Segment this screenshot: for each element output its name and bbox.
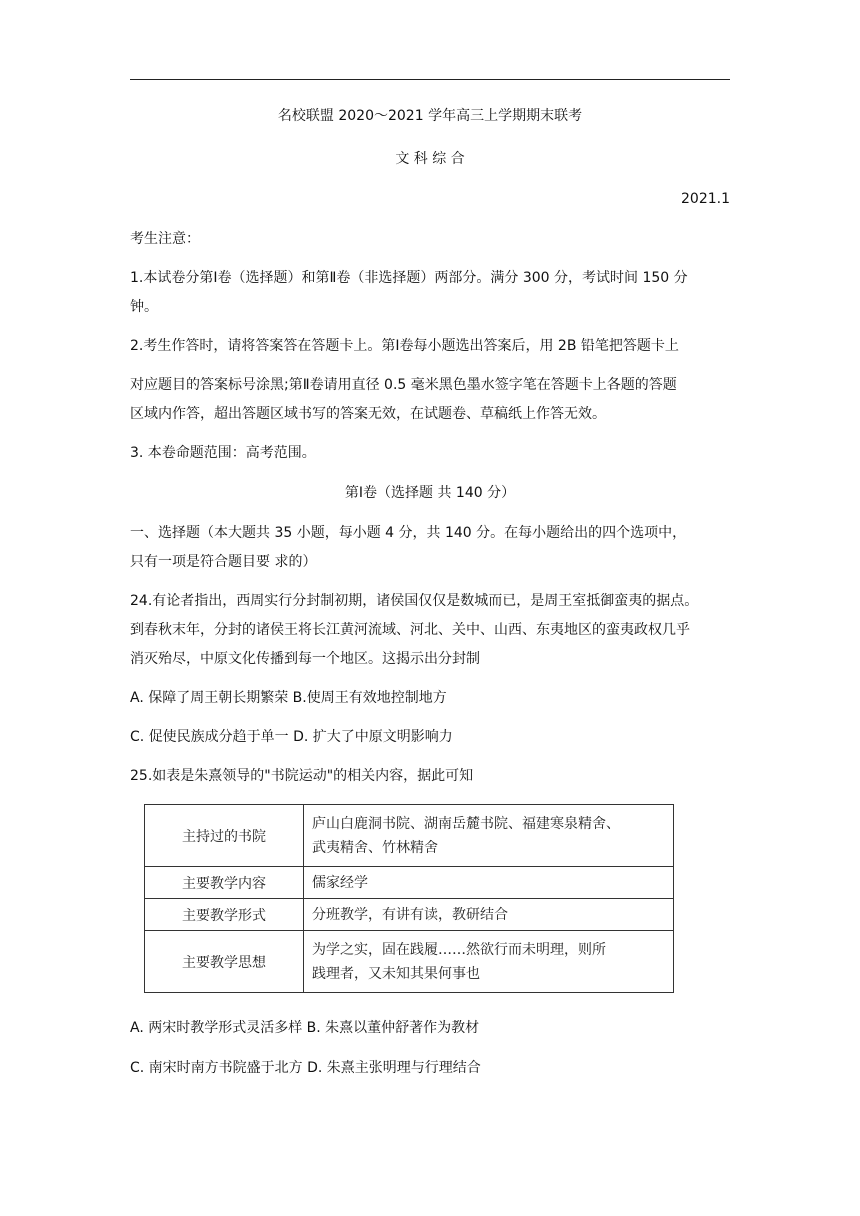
q24-options-line-2: C. 促使民族成分趋于单一 D. 扩大了中原文明影响力 [130,729,453,745]
table-value-cell [304,931,674,993]
table-value-line: 为学之实，固在践履……然欲行而未明理，则所 [312,941,606,958]
table-row [145,867,674,899]
section-intro-line-2: 只有一项是符合题目要 求的） [130,554,317,570]
q24-stem-line-3: 消灭殆尽，中原文化传播到每一个地区。这揭示出分封制 [130,651,480,667]
table-key-cell: 主要教学思想 [145,931,304,993]
q25-stem: 25.如表是朱熹领导的"书院运动"的相关内容，据此可知 [130,768,474,784]
q25-options-line-2: C. 南宋时南方书院盛于北方 D. 朱熹主张明理与行理结合 [130,1060,481,1076]
notice-item-2-line-2: 对应题目的答案标号涂黑;第Ⅱ卷请用直径 0.5 毫米黑色墨水签字笔在答题卡上各题的答题 [130,377,677,393]
table-key-cell: 主持过的书院 [145,805,304,867]
q25-options-line-1: A. 两宋时教学形式灵活多样 B. 朱熹以董仲舒著作为教材 [130,1020,480,1036]
table-value-cell: 儒家经学 [304,867,674,899]
table-value-line: 武夷精舍、竹林精舍 [312,839,438,856]
exam-title: 名校联盟 2020～2021 学年高三上学期期末联考 [277,108,583,124]
notice-item-2-line-3: 区域内作答，超出答题区域书写的答案无效，在试题卷、草稿纸上作答无效。 [130,406,606,422]
table-value-cell: 分班教学，有讲有读，教研结合 [304,899,674,931]
q25-table [144,804,674,993]
table-row [145,805,674,867]
notice-item-2-line-1: 2.考生作答时，请将答案答在答题卡上。第Ⅰ卷每小题选出答案后，用 2B 铅笔把答题卡上 [130,338,679,354]
section-title: 第Ⅰ卷（选择题 共 140 分） [344,485,516,501]
section-intro-line-1: 一、选择题（本大题共 35 小题，每小题 4 分，共 140 分。在每小题给出的四个选项中， [130,525,687,541]
notice-item-1-line-2: 钟。 [130,299,158,315]
subject-title: 文 科 综 合 [395,151,465,167]
exam-date: 2021.1 [681,191,730,207]
table-value-line: 践理者，又未知其果何事也 [312,965,480,982]
table-row [145,931,674,993]
table-value-line: 庐山白鹿洞书院、湖南岳麓书院、福建寒泉精舍、 [312,815,620,832]
notice-item-1-line-1: 1.本试卷分第Ⅰ卷（选择题）和第Ⅱ卷（非选择题）两部分。满分 300 分，考试时间 150 分 [130,270,688,286]
q24-options-line-1: A. 保障了周王朝长期繁荣 B.使周王有效地控制地方 [130,690,447,706]
table-key-cell: 主要教学内容 [145,867,304,899]
q24-stem-line-2: 到春秋末年，分封的诸侯王将长江黄河流域、河北、关中、山西、东夷地区的蛮夷政权几乎 [130,622,690,638]
header-rule [130,79,730,80]
table-value-cell [304,805,674,867]
notice-heading: 考生注意： [130,231,200,247]
q24-stem-line-1: 24.有论者指出，西周实行分封制初期，诸侯国仅仅是数城而已，是周王室抵御蛮夷的据点。 [130,593,699,609]
table-key-cell: 主要教学形式 [145,899,304,931]
table-row [145,899,674,931]
notice-item-3: 3. 本卷命题范围：高考范围。 [130,445,316,461]
